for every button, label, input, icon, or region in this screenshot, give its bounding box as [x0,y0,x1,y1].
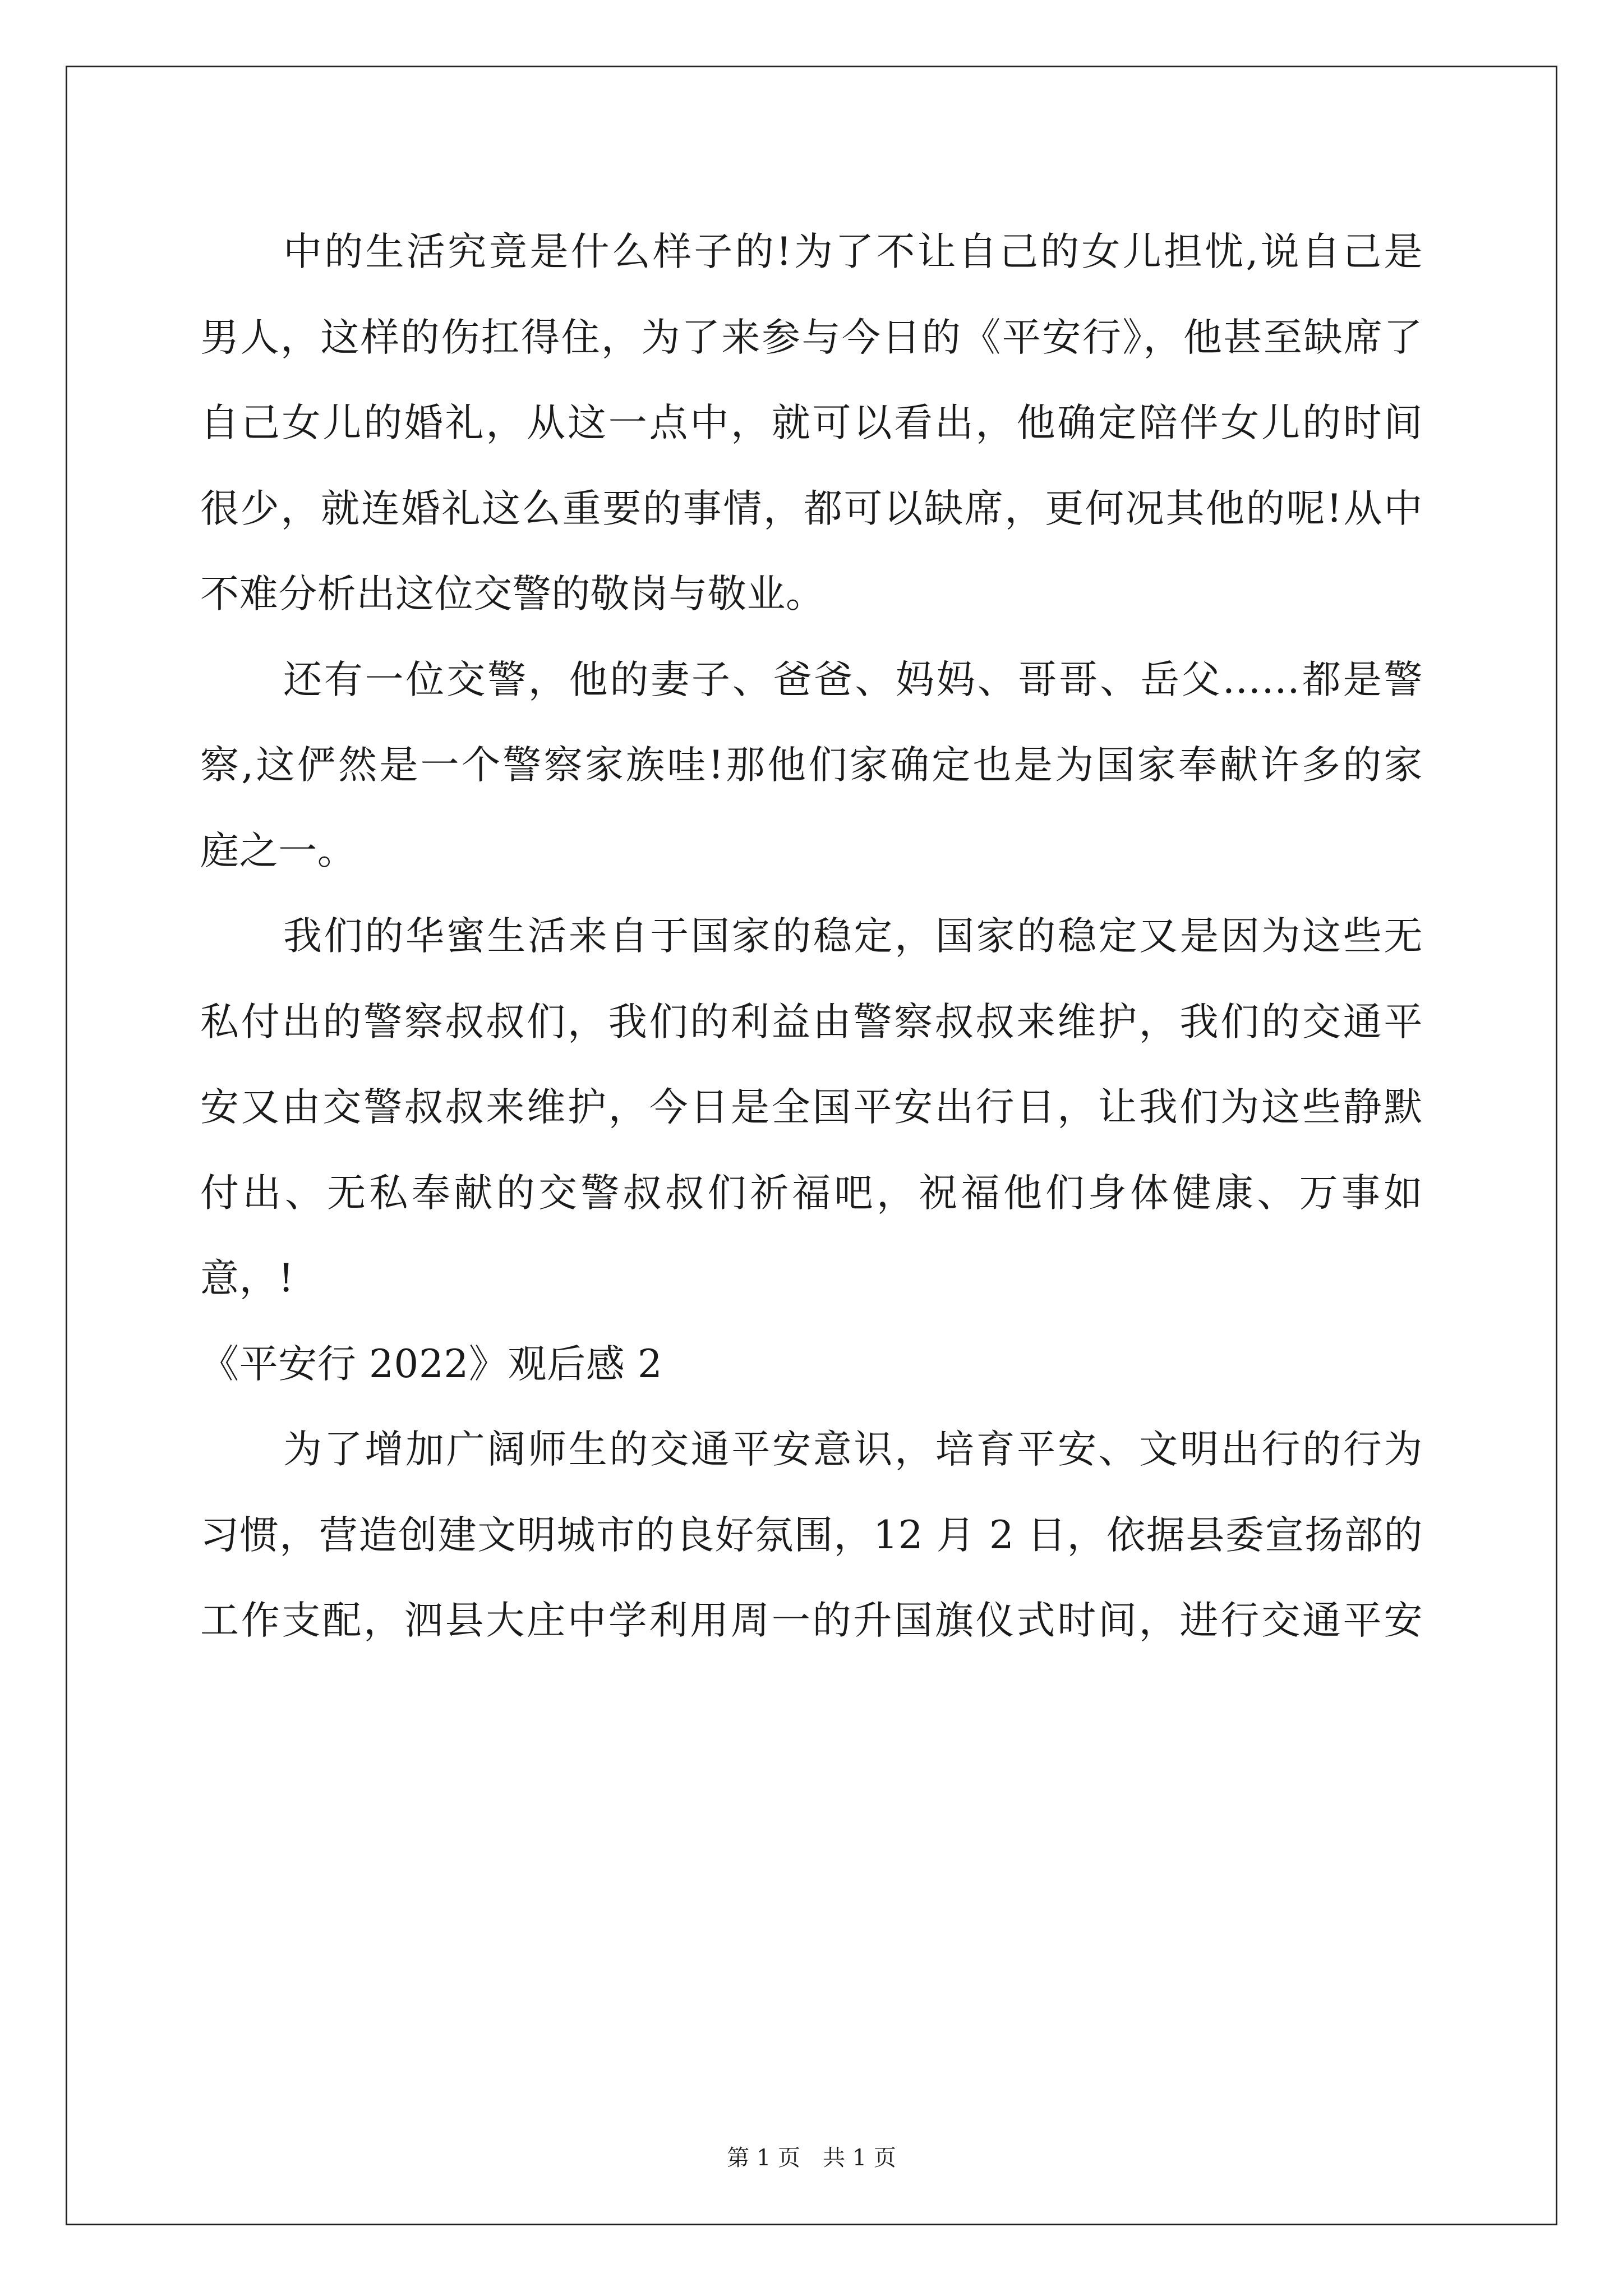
text-line: 为了增加广阔师生的交通平安意识，培育平安、文明出行的行为 [283,1427,1423,1472]
page-footer: 第 1 页 共 1 页 [727,2145,896,2171]
text-line: 私付出的警察叔叔们，我们的利益由警察叔叔来维护，我们的交通平 [200,999,1423,1045]
text-line: 很少，就连婚礼这么重要的事情，都可以缺席，更何况其他的呢!从中 [200,486,1423,531]
document-body [200,209,1423,1664]
text-line: 安又由交警叔叔来维护，今日是全国平安出行日，让我们为这些静默 [200,1085,1423,1130]
text-line: 习惯，营造创建文明城市的良好氛围，12 月 2 日，依据县委宣扬部的 [200,1512,1423,1558]
text-line: 不难分析出这位交警的敬岗与敬业。 [200,572,825,616]
text-line: 工作支配，泗县大庄中学利用周一的升国旗仪式时间，进行交通平安 [200,1598,1423,1643]
section-heading: 《平安行 2022》观后感 2 [200,1341,663,1387]
text-line: 察,这俨然是一个警察家族哇!那他们家确定也是为国家奉献许多的家 [200,743,1423,788]
text-line: 中的生活究竟是什么样子的!为了不让自己的女儿担忧,说自己是 [283,229,1423,274]
text-line: 付出、无私奉献的交警叔叔们祈福吧，祝福他们身体健康、万事如 [200,1170,1423,1216]
text-line: 还有一位交警，他的妻子、爸爸、妈妈、哥哥、岳父……都是警 [283,657,1423,702]
text-line: 我们的华蜜生活来自于国家的稳定，国家的稳定又是因为这些无 [283,914,1423,959]
text-line: 自己女儿的婚礼，从这一点中，就可以看出，他确定陪伴女儿的时间 [200,401,1423,445]
text-line: 男人，这样的伤扛得住，为了来参与今日的《平安行》，他甚至缺席了 [200,315,1423,360]
text-line: 意，! [200,1256,294,1301]
text-line: 庭之一。 [200,828,357,873]
